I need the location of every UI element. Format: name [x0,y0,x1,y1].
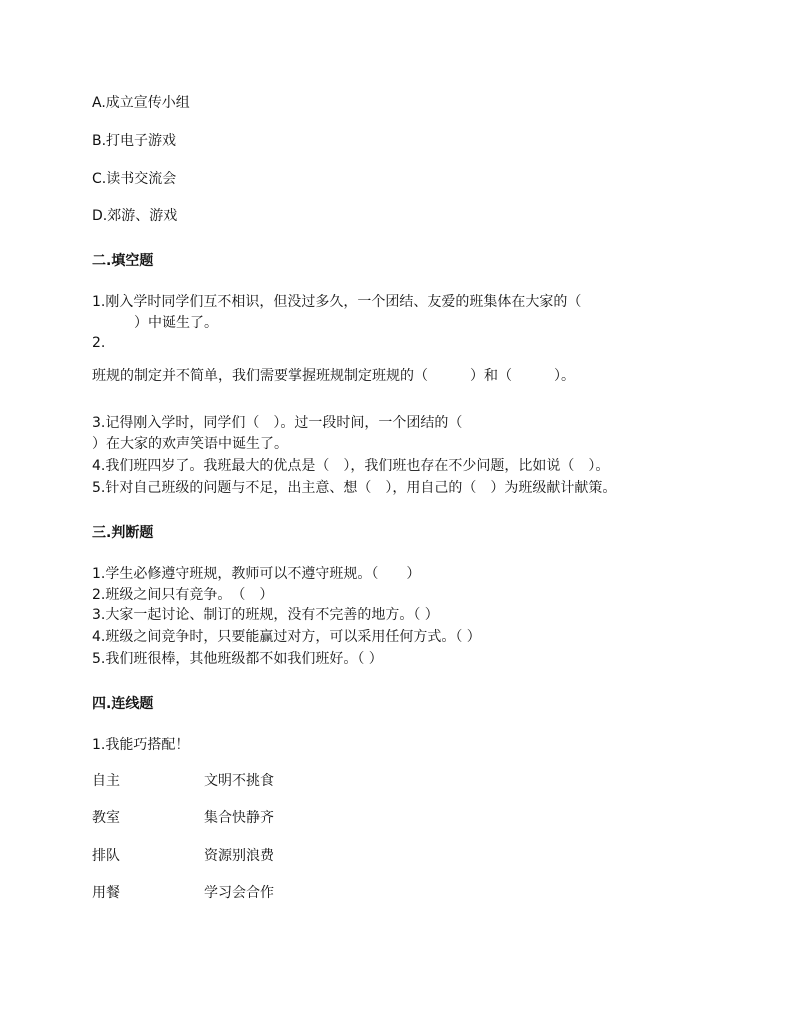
match-left-item: 教室 [92,810,120,826]
match-left-item: 排队 [92,848,120,864]
option-a: A.成立宣传小组 [92,95,190,111]
fill-q2-text: 班规的制定并不简单，我们需要掌握班规制定班规的（ ）和（ ）。 [92,368,575,384]
option-d: D.郊游、游戏 [92,208,178,224]
fill-q5: 5.针对自己班级的问题与不足，出主意、想（ ），用自己的（ ）为班级献计献策。 [92,480,617,496]
tf-q1: 1.学生必修遵守班规，教师可以不遵守班规。（ ） [92,566,421,582]
match-right-item: 文明不挑食 [204,773,274,789]
match-left-item: 用餐 [92,885,120,901]
fill-q4: 4.我们班四岁了。我班最大的优点是（ ），我们班也存在不少问题，比如说（ ）。 [92,458,610,474]
tf-q5: 5.我们班很棒，其他班级都不如我们班好。（ ） [92,651,383,667]
section-heading-true-false: 三.判断题 [92,525,154,541]
match-right-item: 集合快静齐 [204,810,274,826]
match-q1: 1.我能巧搭配！ [92,737,190,753]
section-heading-matching: 四.连线题 [92,696,154,712]
match-left-item: 自主 [92,773,120,789]
tf-q2: 2.班级之间只有竞争。 （ ） [92,587,274,603]
option-c: C.读书交流会 [92,171,177,187]
tf-q3: 3.大家一起讨论、制订的班规，没有不完善的地方。（ ） [92,607,439,623]
fill-q3-line1: 3.记得刚入学时，同学们（ ）。过一段时间，一个团结的（ [92,415,463,431]
fill-q2-number: 2. [92,335,106,351]
tf-q4: 4.班级之间竞争时，只要能赢过对方，可以采用任何方式。（ ） [92,629,481,645]
match-right-item: 学习会合作 [204,885,274,901]
section-heading-fill-blank: 二.填空题 [92,253,154,269]
fill-q1-line2: ）中诞生了。 [92,315,218,331]
fill-q3-line2: ）在大家的欢声笑语中诞生了。 [92,436,288,452]
fill-q1-line1: 1.刚入学时同学们互不相识，但没过多久，一个团结、友爱的班集体在大家的（ [92,294,582,310]
match-right-item: 资源别浪费 [204,848,274,864]
option-b: B.打电子游戏 [92,133,177,149]
